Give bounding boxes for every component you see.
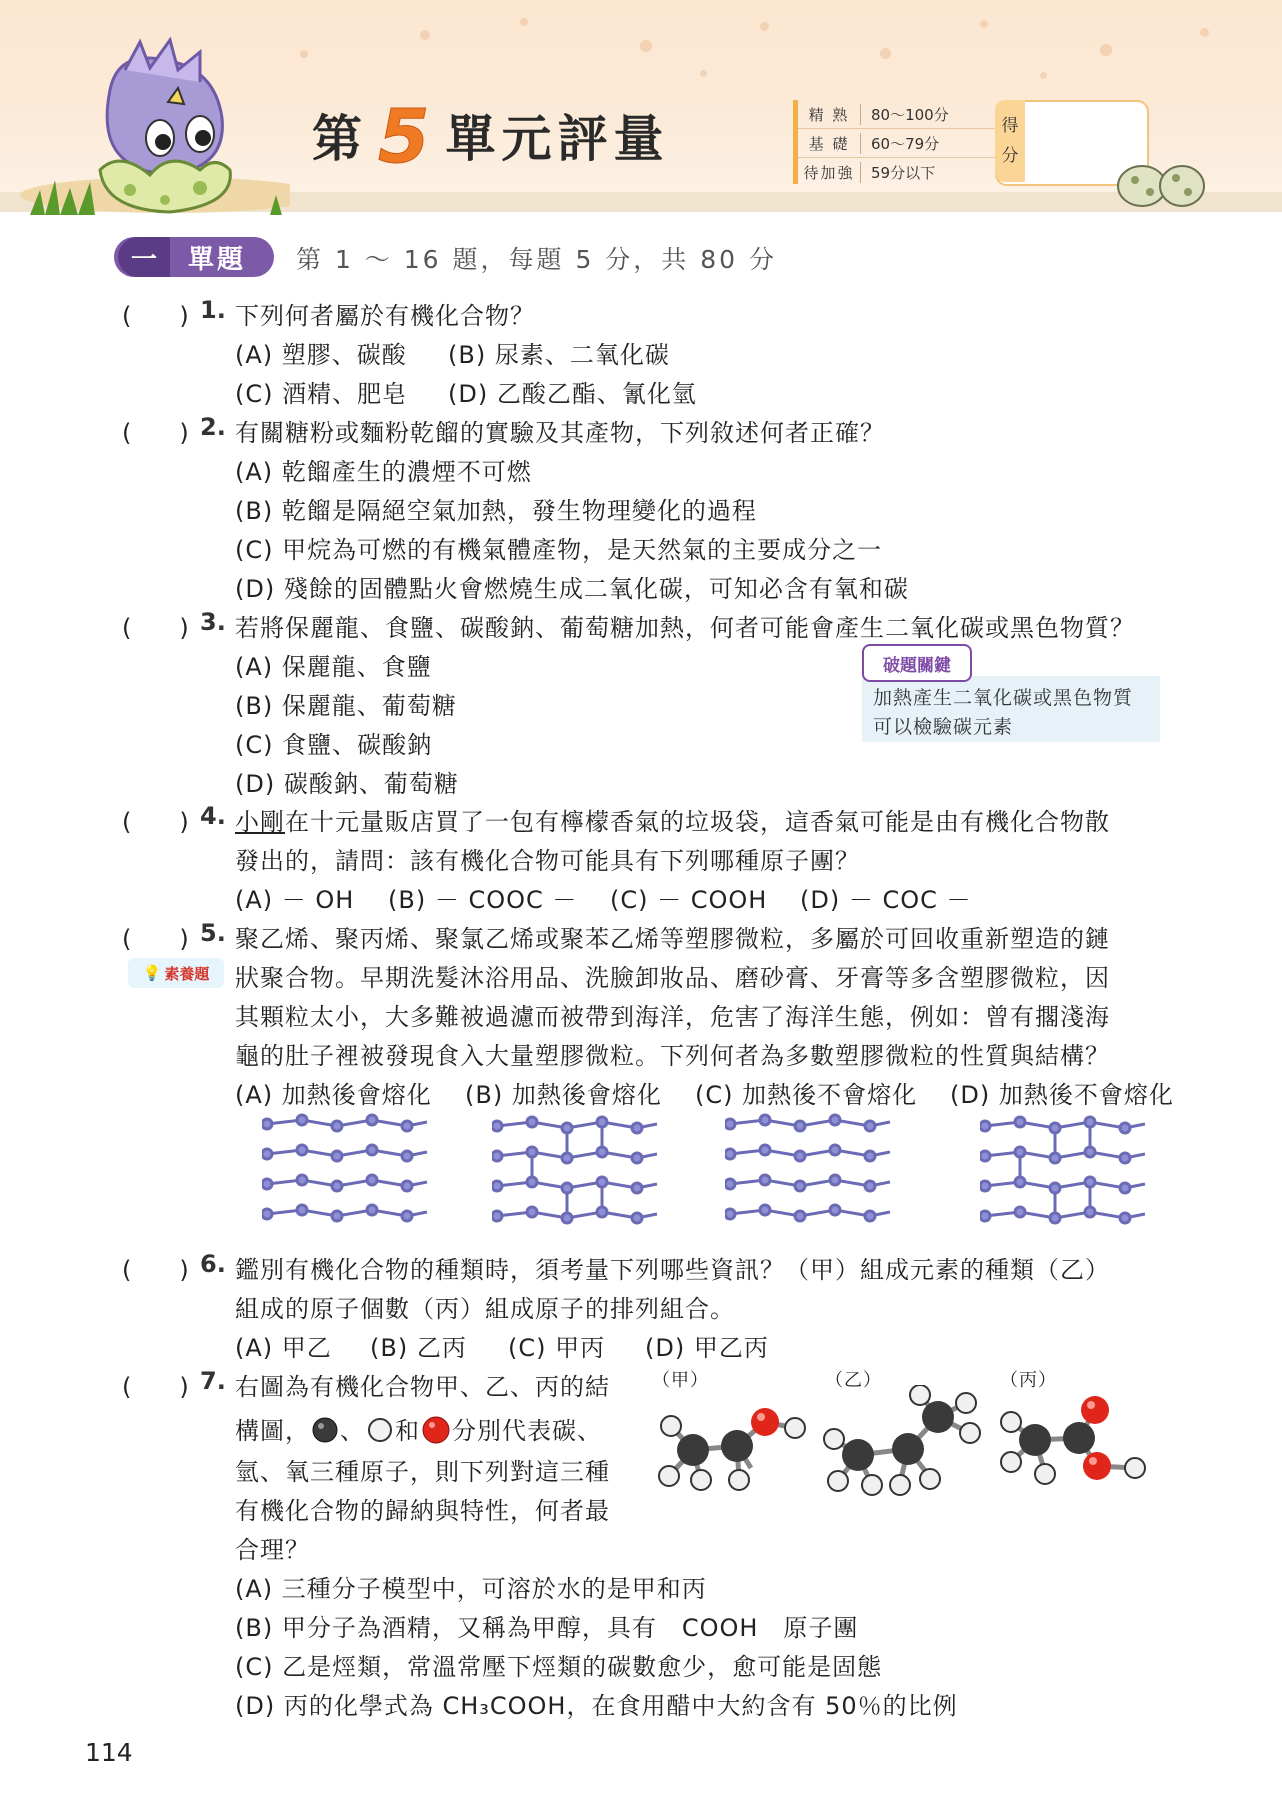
question-stem-line: 龜的肚子裡被發現食入大量塑膠微粒。下列何者為多數塑膠微粒的性質與結構？	[235, 1042, 1110, 1070]
question-number: 2.	[200, 413, 226, 441]
answer-blank[interactable]: ( )	[122, 614, 189, 642]
option-c[interactable]: (C) 加熱後不會熔化	[695, 1081, 918, 1109]
question-stem-line: 組成的原子個數（丙）組成原子的排列組合。	[235, 1295, 735, 1323]
eggs-icon	[1110, 158, 1210, 210]
option-d[interactable]: (D) 加熱後不會熔化	[950, 1081, 1174, 1109]
question-number: 6.	[200, 1250, 226, 1278]
title-number: 5	[378, 94, 436, 180]
answer-blank[interactable]: ( )	[122, 1256, 189, 1284]
question-stem-line: 狀聚合物。早期洗髮沐浴用品、洗臉卸妝品、磨砂膏、牙膏等多含塑膠微粒，因	[235, 964, 1110, 992]
option-a[interactable]: (A) － OH	[235, 886, 355, 914]
question-stem: 若將保麗龍、食鹽、碳酸鈉、葡萄糖加熱，何者可能會產生二氧化碳或黑色物質？	[235, 614, 1135, 642]
molecule-yi-diagram	[820, 1385, 990, 1500]
option-a[interactable]: (A) 甲乙	[235, 1334, 332, 1362]
molecule-bing-diagram	[995, 1388, 1155, 1500]
answer-blank[interactable]: ( )	[122, 1373, 189, 1401]
question-number: 5.	[200, 919, 226, 947]
option-b[interactable]: (B) 乙丙	[370, 1334, 467, 1362]
option-c[interactable]: (C) － COOH	[610, 886, 768, 914]
question-stem-line: 合理？	[235, 1536, 310, 1564]
option-d[interactable]: (D) 殘餘的固體點火會燃燒生成二氧化碳，可知必含有氧和碳	[235, 575, 909, 603]
option-b[interactable]: (B) 甲分子為酒精，又稱為甲醇，具有 COOH 原子團	[235, 1614, 859, 1642]
option-a[interactable]: (A) 加熱後會熔化	[235, 1081, 432, 1109]
question-stem: 聚乙烯、聚丙烯、聚氯乙烯或聚苯乙烯等塑膠微粒，多屬於可回收重新塑造的鏈	[235, 925, 1110, 953]
section-number: 一	[118, 237, 170, 277]
option-a[interactable]: (A) 塑膠、碳酸	[235, 341, 407, 369]
hint-tag: 破題關鍵	[862, 644, 972, 682]
level-row: 基 礎 60～79分	[798, 129, 998, 158]
question-stem: 小剛在十元量販店買了一包有檸檬香氣的垃圾袋，這香氣可能是由有機化合物散	[235, 808, 1110, 836]
option-c[interactable]: (C) 甲丙	[508, 1334, 606, 1362]
level-row: 待加強 59分以下	[798, 158, 998, 186]
carbon-atom-icon	[310, 1417, 340, 1443]
linear-polymer-diagram-a	[262, 1112, 432, 1232]
option-a[interactable]: (A) 乾餾產生的濃煙不可燃	[235, 458, 532, 486]
answer-blank[interactable]: ( )	[122, 302, 189, 330]
option-a[interactable]: (A) 三種分子模型中，可溶於水的是甲和丙	[235, 1575, 707, 1603]
molecule-label-yi: （乙）	[825, 1370, 882, 1391]
question-number: 3.	[200, 608, 226, 636]
option-c[interactable]: (C) 甲烷為可燃的有機氣體產物，是天然氣的主要成分之一	[235, 536, 883, 564]
answer-blank[interactable]: ( )	[122, 925, 189, 953]
question-stem-line: 發出的，請問：該有機化合物可能具有下列哪種原子團？	[235, 847, 860, 875]
score-label: 得 分	[995, 100, 1025, 182]
section-title: 單題	[188, 245, 247, 275]
hint-text: 可以檢驗碳元素	[873, 716, 1014, 738]
level-row: 精 熟 80～100分	[798, 100, 998, 129]
linear-polymer-diagram-c	[725, 1112, 895, 1232]
option-d[interactable]: (D) 碳酸鈉、葡萄糖	[235, 770, 459, 798]
question-stem: 有關糖粉或麵粉乾餾的實驗及其產物，下列敘述何者正確？	[235, 419, 885, 447]
option-b[interactable]: (B) 加熱後會熔化	[465, 1081, 662, 1109]
title-suffix: 單元評量	[445, 110, 670, 168]
option-c[interactable]: (C) 食鹽、碳酸鈉	[235, 731, 433, 759]
question-stem-line: 氫、氧三種原子，則下列對這三種	[235, 1458, 610, 1486]
literacy-badge: 💡 素養題	[128, 958, 224, 988]
network-polymer-diagram-b	[492, 1112, 662, 1232]
answer-blank[interactable]: ( )	[122, 419, 189, 447]
network-polymer-diagram-d	[980, 1112, 1150, 1232]
person-name: 小剛	[235, 808, 285, 836]
option-b[interactable]: (B) 尿素、二氧化碳	[448, 341, 670, 369]
score-level-table	[793, 100, 998, 184]
page-number: 114	[85, 1738, 133, 1767]
option-c[interactable]: (C) 乙是烴類，常溫常壓下烴類的碳數愈少，愈可能是固態	[235, 1653, 883, 1681]
lightbulb-icon: 💡	[142, 964, 162, 982]
option-b[interactable]: (B) 乾餾是隔絕空氣加熱，發生物理變化的過程	[235, 497, 757, 525]
option-d[interactable]: (D) 丙的化學式為 CH₃COOH，在食用醋中大約含有 50％的比例	[235, 1692, 958, 1720]
molecule-label-jia: （甲）	[652, 1370, 709, 1391]
answer-blank[interactable]: ( )	[122, 808, 189, 836]
unit-title	[312, 88, 670, 180]
option-d[interactable]: (D) 乙酸乙酯、氰化氫	[448, 380, 697, 408]
option-b[interactable]: (B) 保麗龍、葡萄糖	[235, 692, 457, 720]
question-stem-line: 有機化合物的歸納與特性，何者最	[235, 1497, 610, 1525]
question-stem: 右圖為有機化合物甲、乙、丙的結	[235, 1373, 610, 1401]
option-d[interactable]: (D) 甲乙丙	[645, 1334, 769, 1362]
option-a[interactable]: (A) 保麗龍、食鹽	[235, 653, 432, 681]
question-stem: 下列何者屬於有機化合物？	[235, 302, 535, 330]
question-number: 7.	[200, 1367, 226, 1395]
question-number: 4.	[200, 802, 226, 830]
title-prefix: 第	[312, 110, 368, 168]
question-stem-line: 構圖， 、 和 分別代表碳、	[235, 1417, 602, 1445]
oxygen-atom-icon	[420, 1416, 452, 1444]
hint-text: 加熱產生二氧化碳或黑色物質	[873, 687, 1134, 709]
dinosaur-mascot-icon	[0, 30, 290, 215]
hydrogen-atom-icon	[365, 1417, 395, 1443]
section-info: 第 1 ～ 16 題，每題 5 分，共 80 分	[296, 245, 778, 274]
question-stem-line: 其顆粒太小，大多難被過濾而被帶到海洋，危害了海洋生態，例如：曾有擱淺海	[235, 1003, 1110, 1031]
option-c[interactable]: (C) 酒精、肥皂	[235, 380, 408, 408]
question-stem: 鑑別有機化合物的種類時，須考量下列哪些資訊？（甲）組成元素的種類（乙）	[235, 1256, 1110, 1284]
option-d[interactable]: (D) － COC －	[800, 886, 972, 914]
molecule-label-bing: （丙）	[1000, 1370, 1057, 1391]
option-b[interactable]: (B) － COOC －	[388, 886, 578, 914]
question-number: 1.	[200, 296, 226, 324]
molecule-jia-diagram	[655, 1398, 815, 1498]
